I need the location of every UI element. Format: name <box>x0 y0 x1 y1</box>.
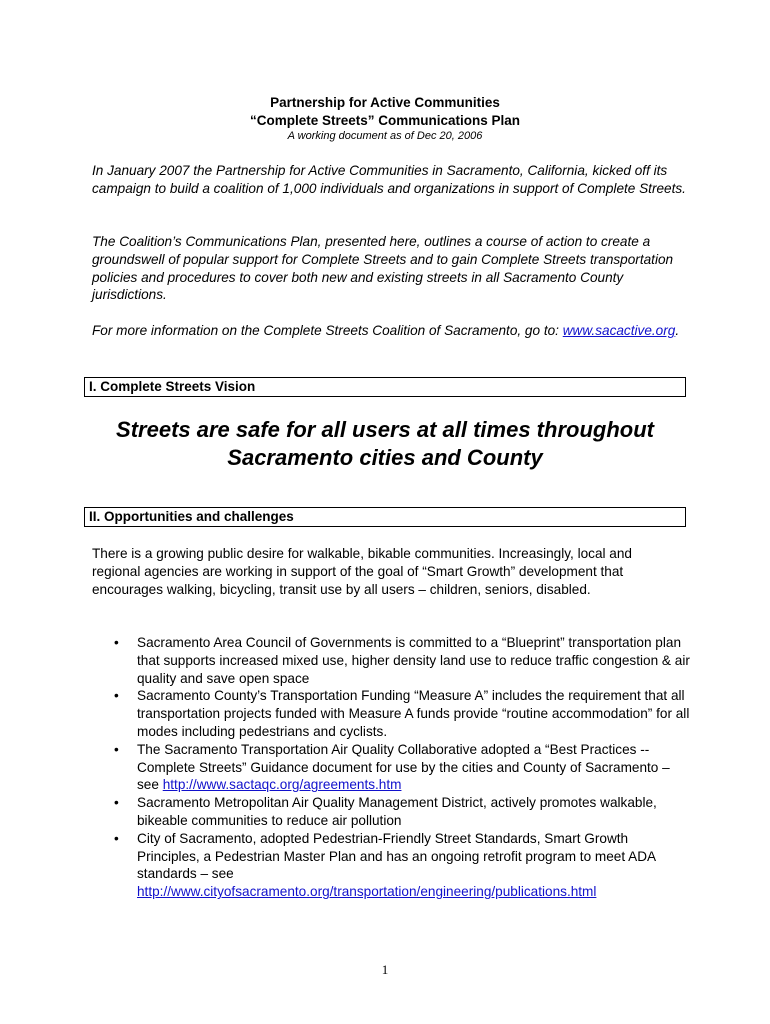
sacactive-link[interactable]: www.sacactive.org <box>562 323 676 338</box>
list-item-text: Sacramento Metropolitan Air Quality Management District, actively promotes walkable, bikeable communities to reduce air pollution <box>137 795 657 828</box>
vision-line-2: Sacramento cities and County <box>227 445 543 470</box>
bullet-icon: • <box>114 830 119 846</box>
bullet-icon: • <box>114 795 119 811</box>
section-heading-vision: I. Complete Streets Vision <box>84 377 686 397</box>
list-item <box>92 830 692 901</box>
intro-paragraph-3 <box>92 322 692 340</box>
document-subtitle: “Complete Streets” Communications Plan <box>249 113 521 128</box>
document-date: A working document as of Dec 20, 2006 <box>287 130 483 142</box>
list-item-text: The Sacramento Transportation Air Quality Collaborative adopted a “Best Practices -- Complete Streets” Guidance document for use by the cities and County of Sacramento – see <box>137 741 670 793</box>
document-title: Partnership for Active Communities <box>270 95 500 110</box>
bullet-icon: • <box>114 688 119 704</box>
list-item-text: City of Sacramento, adopted Pedestrian-Friendly Street Standards, Smart Growth Principles, a Pedestrian Master Plan and has an ongoing retrofit program to meet ADA standards – see <box>137 830 656 882</box>
list-item <box>92 634 692 687</box>
vision-line-1: Streets are safe for all users at all times throughout <box>116 417 654 442</box>
section-heading-opportunities: II. Opportunities and challenges <box>84 507 686 527</box>
list-item <box>92 687 692 740</box>
list-item-link[interactable]: http://www.cityofsacramento.org/transportation/engineering/publications.html <box>137 884 597 900</box>
bullet-icon: • <box>114 741 119 757</box>
list-item <box>92 741 692 794</box>
list-item-text: Sacramento County’s Transportation Funding “Measure A” includes the requirement that all transportation projects funded with Measure A funds provide “routine accommodation” for all modes including pedestrians and cyclists. <box>137 688 690 739</box>
vision-statement <box>0 416 770 472</box>
page-number: 1 <box>381 962 389 977</box>
more-info-text: For more information on the Complete Streets Coalition of Sacramento, go to: <box>92 323 559 338</box>
intro-paragraph-1: In January 2007 the Partnership for Active Communities in Sacramento, California, kicked off its campaign to build a coalition of 1,000 individuals and organizations in support of Complete Streets. <box>92 163 686 196</box>
list-item-text: Sacramento Area Council of Governments is committed to a “Blueprint” transportation plan that supports increased mixed use, higher density land use to reduce traffic congestion & air quality and save open space <box>137 635 690 686</box>
opportunities-intro: There is a growing public desire for walkable, bikable communities. Increasingly, local and regional agencies are working in support of the goal of “Smart Growth” development that encourages walking, bicycling, transit use by all users – children, seniors, disabled. <box>92 546 632 597</box>
opportunities-list <box>92 634 692 901</box>
list-item <box>92 794 692 830</box>
period: . <box>675 323 680 338</box>
list-item-link[interactable]: http://www.sactaqc.org/agreements.htm <box>162 777 402 793</box>
intro-paragraph-2: The Coalition’s Communications Plan, presented here, outlines a course of action to create a groundswell of popular support for Complete Streets and to gain Complete Streets transportation policies and procedures to cover both new and existing streets in all Sacramento County jurisdictions. <box>92 234 674 303</box>
bullet-icon: • <box>114 635 119 650</box>
